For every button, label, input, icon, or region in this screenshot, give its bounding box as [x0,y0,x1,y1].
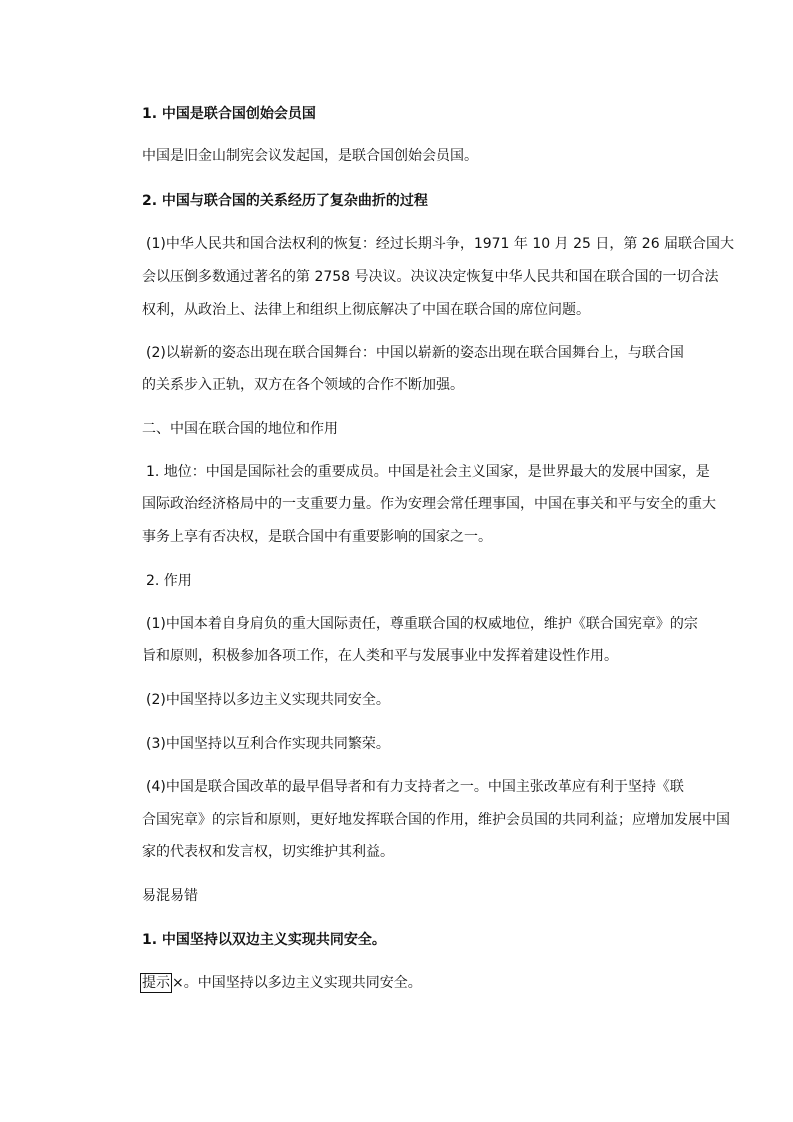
section2-heading: 二、中国在联合国的地位和作用 [142,421,338,437]
s2-item4-line1: (4)中国是联合国改革的最早倡导者和有力支持者之一。中国主张改革应有利于坚持《联 [146,779,684,795]
p1-title: 1. 中国是联合国创始会员国 [142,106,316,122]
hint-text: ×。中国坚持以多边主义实现共同安全。 [172,975,422,991]
p2-item1-line3: 权利，从政治上、法律上和组织上彻底解决了中国在联合国的席位问题。 [142,302,590,318]
s2-item1-line1: (1)中国本着自身肩负的重大国际责任，尊重联合国的权威地位，维护《联合国宪章》的宗 [146,616,698,632]
p1-body: 中国是旧金山制宪会议发起国，是联合国创始会员国。 [142,148,478,164]
s2-p1-line3: 事务上享有否决权，是联合国中有重要影响的国家之一。 [142,529,492,545]
p2-item1-line2: 会以压倒多数通过著名的第 2758 号决议。决议决定恢复中华人民共和国在联合国的一切合法 [142,269,719,285]
s2-item4-line2: 合国宪章》的宗旨和原则，更好地发挥联合国的作用，维护会员国的共同利益；应增加发展中国 [142,812,730,828]
s2-p1-line1: 1. 地位：中国是国际社会的重要成员。中国是社会主义国家，是世界最大的发展中国家，是 [146,464,710,480]
p2-title: 2. 中国与联合国的关系经历了复杂曲折的过程 [142,193,428,209]
p2-item1-line1: (1)中华人民共和国合法权利的恢复：经过长期斗争，1971 年 10 月 25 日，第 26 届联合国大 [146,236,735,252]
s2-p2-title: 2. 作用 [146,573,192,589]
hint-label: 提示 [142,975,170,991]
hint-line [140,973,422,993]
s2-item2: (2)中国坚持以多边主义实现共同安全。 [146,692,390,708]
s2-item4-line3: 家的代表权和发言权，切实维护其利益。 [142,844,394,860]
confusion-heading: 易混易错 [142,888,198,904]
p2-item2-line1: (2)以崭新的姿态出现在联合国舞台：中国以崭新的姿态出现在联合国舞台上，与联合国 [146,345,684,361]
s2-p1-line2: 国际政治经济格局中的一支重要力量。作为安理会常任理事国，中国在事关和平与安全的重大 [142,496,716,512]
confusion-q1: 1. 中国坚持以双边主义实现共同安全。 [142,932,386,948]
s2-item3: (3)中国坚持以互利合作实现共同繁荣。 [146,736,390,752]
p2-item2-line2: 的关系步入正轨，双方在各个领域的合作不断加强。 [142,377,464,393]
s2-item1-line2: 旨和原则，积极参加各项工作，在人类和平与发展事业中发挥着建设性作用。 [142,648,618,664]
